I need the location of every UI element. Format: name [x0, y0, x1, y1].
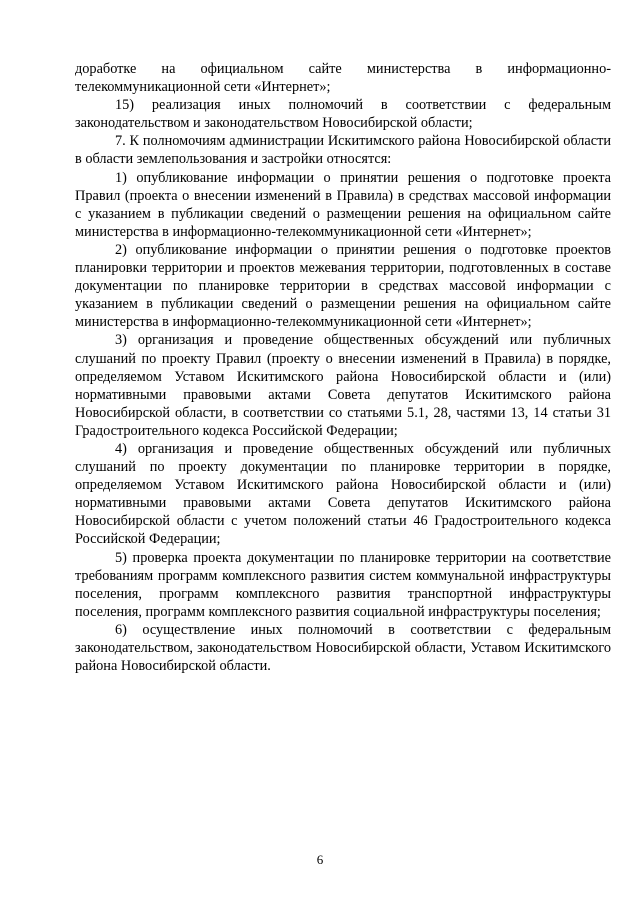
paragraph-item-2: 2) опубликование информации о принятии решения о подготовке проектов планировки территории и проектов межевания территории, подготовленных в составе документации по планировке территории в средствах массовой информации с указанием в публикации сведений о размещении решения на официальном сайте министерства в информационно-телекоммуникационной сети «Интернет»;: [75, 241, 611, 331]
page-number: 6: [316, 852, 324, 867]
paragraph-continuation: доработке на официальном сайте министерства в информационно-телекоммуникационной сети «Интернет»;: [75, 61, 611, 96]
paragraph-item-6: 6) осуществление иных полномочий в соответствии с федеральным законодательством, законодательством Новосибирской области, Уставом Искитимского района Новосибирской области.: [75, 621, 611, 675]
paragraph-item-4: 4) организация и проведение общественных обсуждений или публичных слушаний по проекту документации по планировке территории в порядке, определяемом Уставом Искитимского района Новосибирской области и (или) нормативными правовыми актами Совета депутатов Искитимского района Новосибирской области с учетом положений статьи 46 Градостроительного кодекса Российской Федерации;: [75, 440, 611, 548]
paragraph-item-1: 1) опубликование информации о принятии решения о подготовке проекта Правил (проекта о внесении изменений в Правила) в средствах массовой информации с указанием в публикации сведений о размещении решения на официальном сайте министерства в информационно-телекоммуникационной сети «Интернет»;: [75, 169, 611, 240]
paragraph-section-7: 7. К полномочиям администрации Искитимского района Новосибирской области в области землепользования и застройки относятся:: [75, 133, 611, 168]
paragraph-item-3: 3) организация и проведение общественных обсуждений или публичных слушаний по проекту Правил (проекту о внесении изменений в Правила) в порядке, определяемом Уставом Искитимского района Новосибирской области и (или) нормативными правовыми актами Совета депутатов Искитимского района Новосибирской области, в соответствии со статьями 5.1, 28, частями 13, 14 статьи 31 Градостроительного кодекса Российской Федерации;: [75, 332, 611, 439]
document-body: [75, 60, 611, 675]
paragraph-item-15: 15) реализация иных полномочий в соответствии с федеральным законодательством и законодательством Новосибирской области;: [75, 97, 611, 132]
paragraph-item-5: 5) проверка проекта документации по планировке территории на соответствие требованиям программ комплексного развития систем коммунальной инфраструктуры поселения, программ комплексного развития транспортной инфраструктуры поселения, программ комплексного развития социальной инфраструктуры поселения;: [75, 549, 611, 620]
